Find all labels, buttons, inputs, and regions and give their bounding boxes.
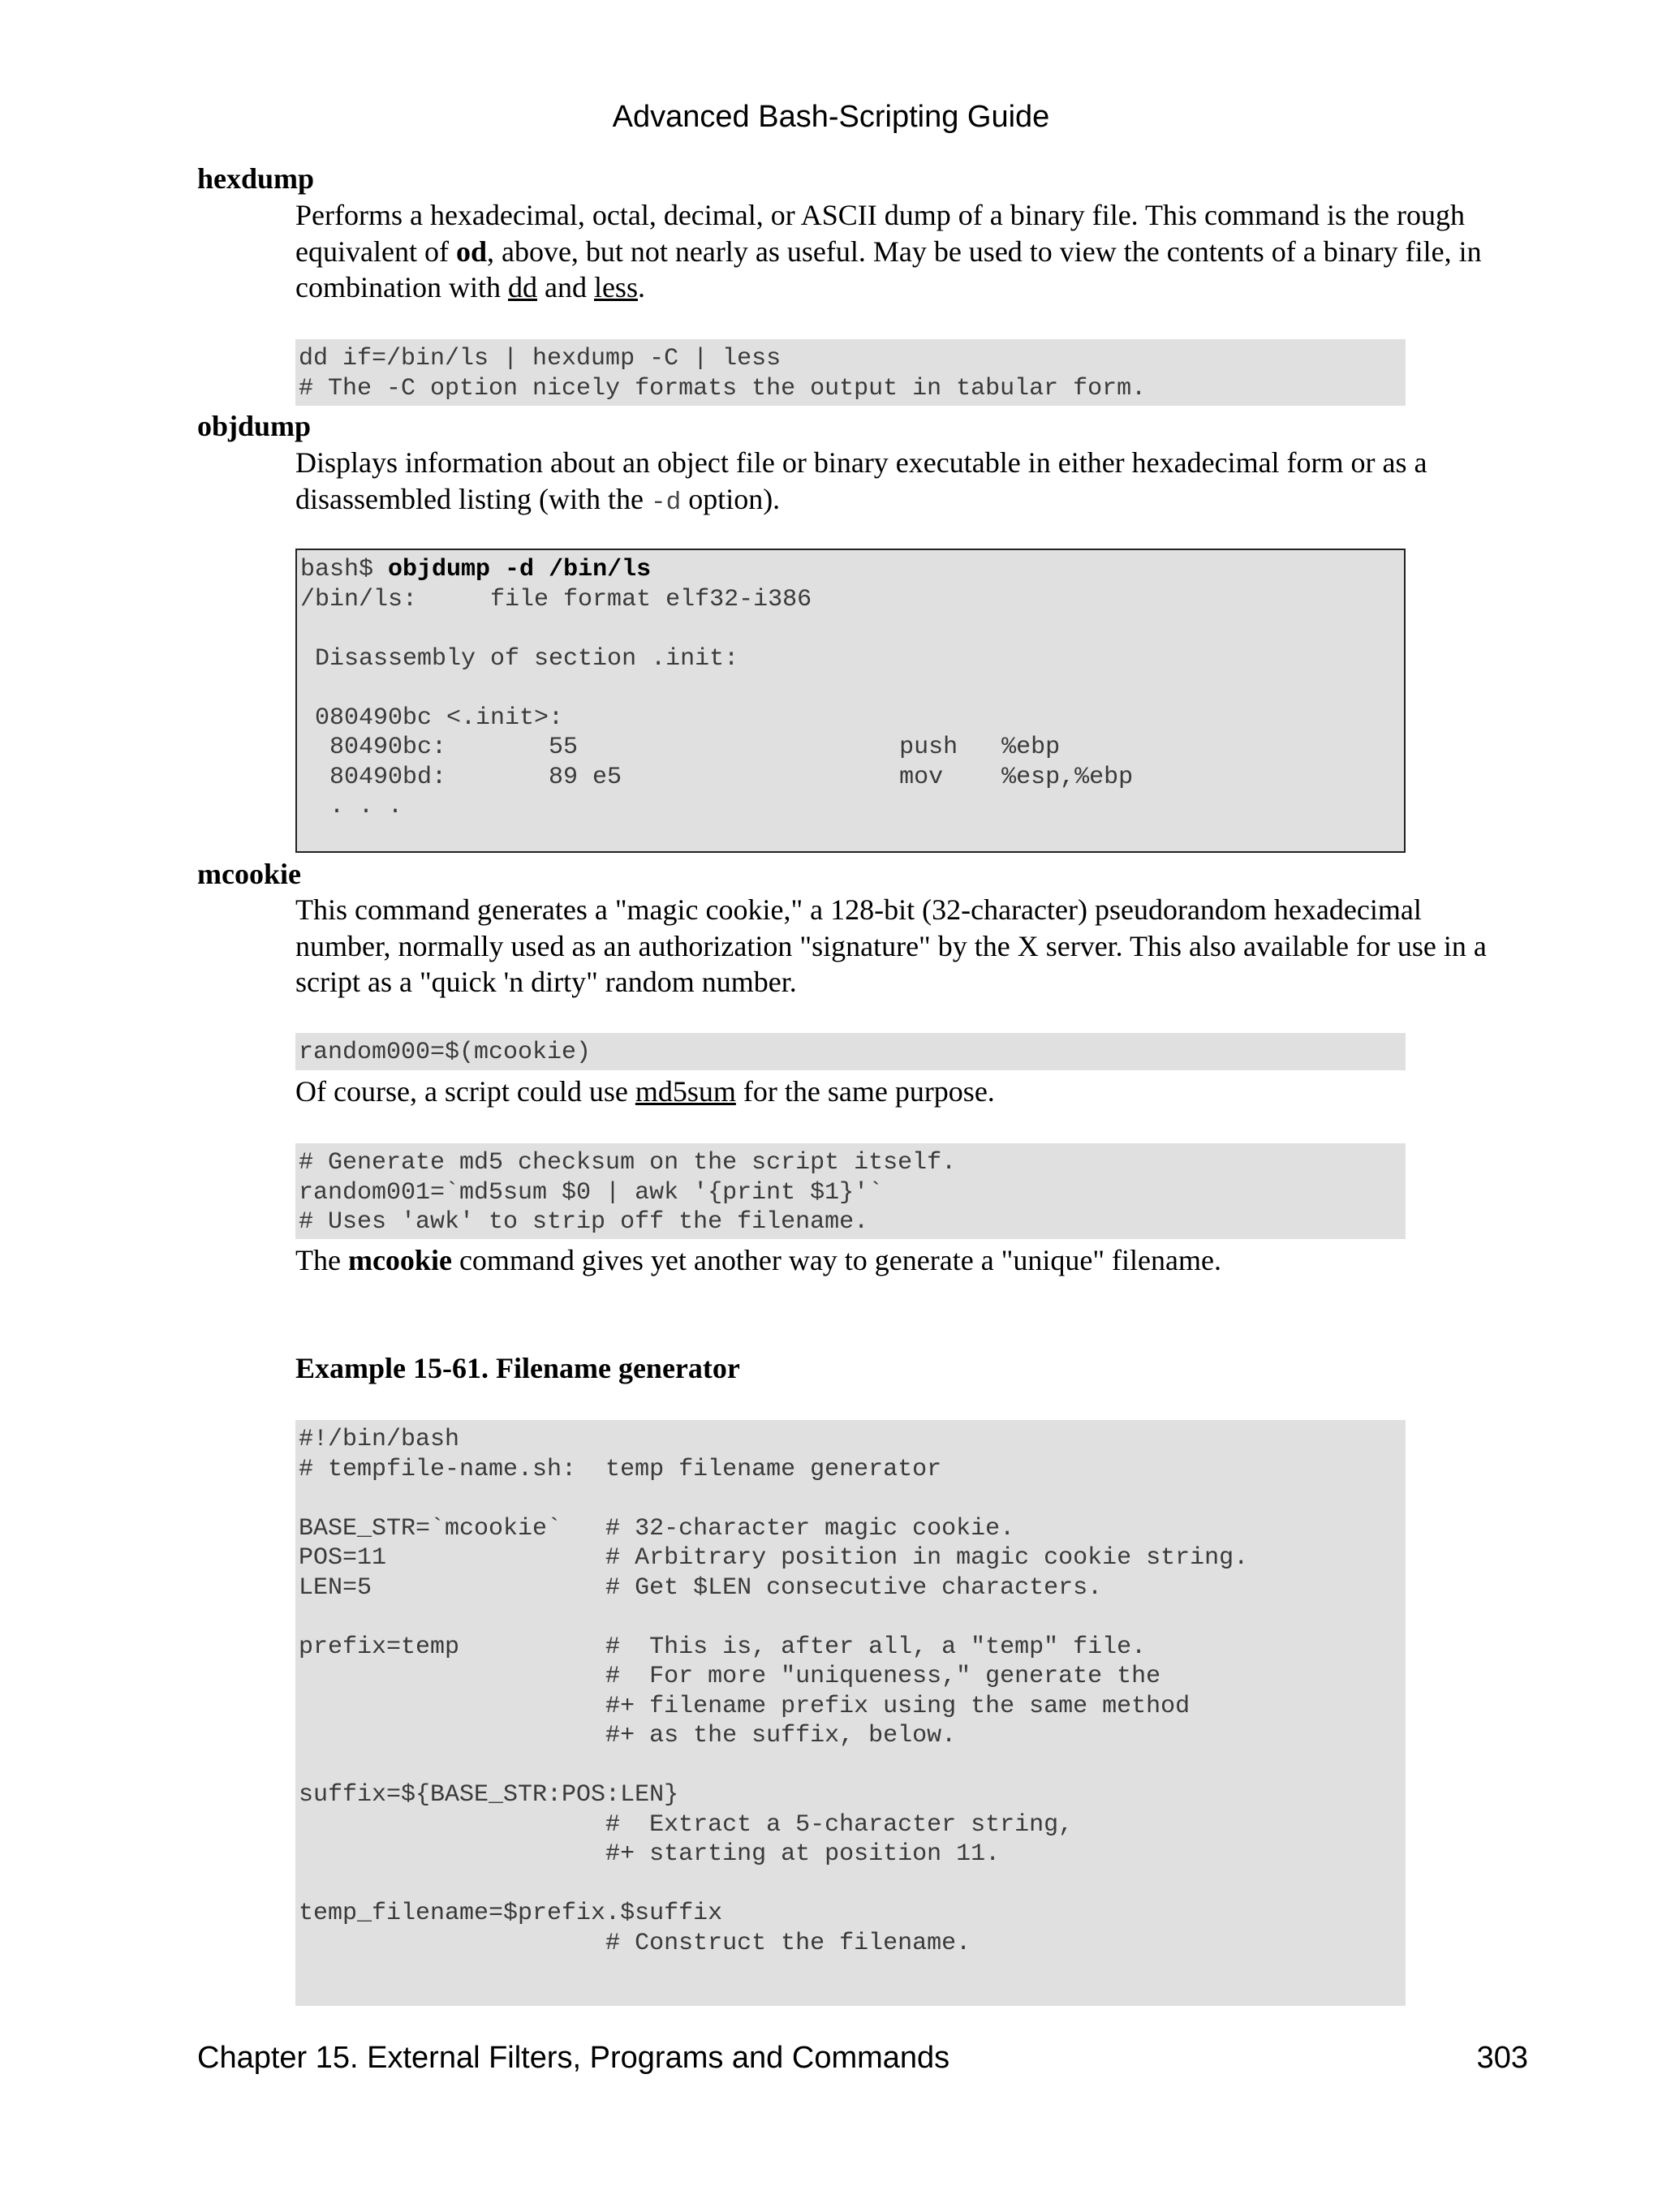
hexdump-line-2 — [295, 234, 1545, 270]
text: and — [536, 271, 594, 303]
mcookie-code-block-1: random000=$(mcookie) — [295, 1033, 1406, 1070]
mcookie-line-1: This command generates a "magic cookie," a 128-bit (32-character) pseudorandom hexadecimal — [295, 893, 1422, 926]
output-line: 080490bc <.init>: — [300, 704, 564, 732]
mcookie-line-3: script as a "quick 'n dirty" random number. — [295, 966, 797, 998]
mcookie-line-2: number, normally used as an authorization "signature" by the X server. This also available for use in a — [295, 929, 1487, 962]
text: disassembled listing (with the — [295, 482, 651, 515]
objdump-description — [295, 445, 1545, 521]
hexdump-line-3 — [295, 269, 1545, 306]
output-line: 80490bd: 89 e5 mov %esp,%ebp — [300, 763, 1134, 791]
text: for the same purpose. — [735, 1075, 995, 1108]
hexdump-line-1: Performs a hexadecimal, octal, decimal, or ASCII dump of a binary file. This command is the rough — [295, 199, 1465, 231]
mcookie-command: mcookie — [347, 1244, 452, 1276]
page-footer — [197, 2038, 1528, 2077]
output-line: . . . — [300, 793, 403, 820]
page-number: 303 — [1476, 2041, 1528, 2075]
prompt: bash$ — [300, 556, 389, 583]
code-line: # The -C option nicely formats the output in tabular form. — [299, 374, 1147, 402]
md5sum-link[interactable]: md5sum — [635, 1075, 736, 1108]
example-code-block: #!/bin/bash # tempfile-name.sh: temp filename generator BASE_STR=`mcookie` # 32-character magic cookie. POS=11 # Arbitrary position in magic cookie string. LEN=5 # Get $LEN consecutive characters. prefix=temp # This is, after all, a "temp" file. # For more "uniqueness," generate the #+ filename prefix using the same method #+ as the suffix, below. suffix=${BASE_STR:POS:LEN} # Extract a 5-character string, #+ starting at position 11. temp_filename=$prefix.$suffix # Construct the filename. — [295, 1420, 1406, 2006]
page-header: Advanced Bash-Scripting Guide — [612, 100, 1050, 134]
mcookie-code-block-2: # Generate md5 checksum on the script itself. random001=`md5sum $0 | awk '{print $1}'` # Uses 'awk' to strip off the filename. — [295, 1143, 1406, 1239]
code-line: dd if=/bin/ls | hexdump -C | less — [299, 345, 781, 372]
mcookie-usage-note — [295, 1242, 1545, 1279]
output-line — [300, 614, 1401, 644]
command-line — [300, 555, 1401, 585]
objdump-line-2 — [295, 481, 1545, 522]
command: objdump -d /bin/ls — [388, 556, 652, 583]
objdump-screen-block — [295, 549, 1406, 853]
text: The — [295, 1244, 348, 1276]
hexdump-description — [295, 197, 1545, 306]
output-line — [300, 673, 1401, 704]
term-mcookie: mcookie — [197, 858, 301, 890]
text: Of course, a script could use — [295, 1075, 635, 1108]
text: , above, but not nearly as useful. May be used to view the contents of a binary file, in — [486, 235, 1482, 268]
less-link[interactable]: less — [593, 271, 638, 303]
option-d: -d — [650, 488, 682, 517]
chapter-title: Chapter 15. External Filters, Programs and Commands — [197, 2041, 950, 2075]
mcookie-description — [295, 892, 1545, 1001]
text: combination with — [295, 271, 508, 303]
text: . — [637, 271, 645, 303]
text: option). — [681, 482, 781, 515]
example-title: Example 15-61. Filename generator — [295, 1352, 740, 1384]
output-line: Disassembly of section .init: — [300, 644, 739, 673]
md5sum-note — [295, 1074, 1545, 1110]
term-objdump: objdump — [197, 410, 312, 442]
objdump-line-1: Displays information about an object file or binary executable in either hexadecimal form or as a — [295, 446, 1427, 479]
text: command gives yet another way to generate a "unique" filename. — [451, 1244, 1221, 1276]
term-hexdump: hexdump — [197, 162, 315, 195]
text: equivalent of — [295, 235, 456, 268]
output-line: /bin/ls: file format elf32-i386 — [300, 585, 812, 613]
od-command: od — [455, 235, 487, 268]
dd-link[interactable]: dd — [507, 271, 537, 303]
output-line: 80490bc: 55 push %ebp — [300, 734, 1061, 761]
hexdump-code-block — [295, 339, 1406, 406]
